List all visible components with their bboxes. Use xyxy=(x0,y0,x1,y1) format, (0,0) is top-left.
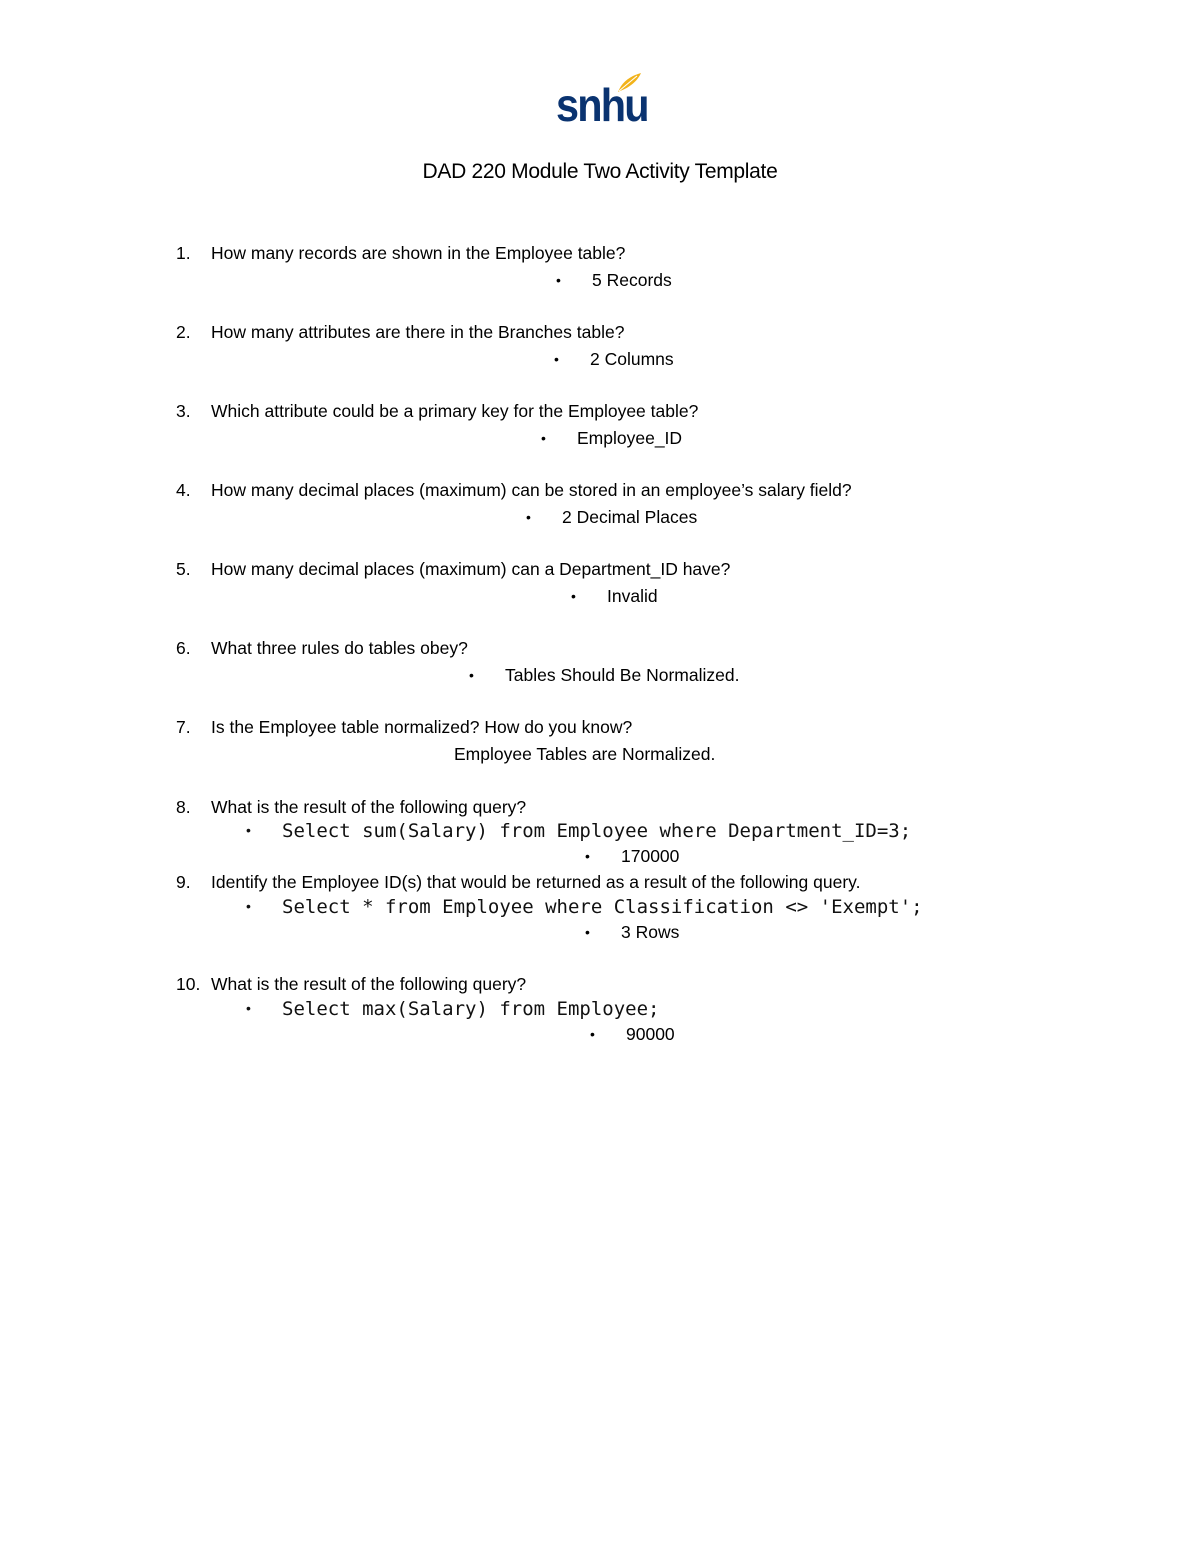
answer-6 xyxy=(469,664,739,686)
question-9 xyxy=(176,871,860,893)
question-2 xyxy=(176,321,624,343)
question-8 xyxy=(176,796,526,818)
question-number: 7. xyxy=(176,717,191,737)
bullet-icon: • xyxy=(571,588,576,604)
answer-2 xyxy=(554,348,674,370)
question-4 xyxy=(176,479,852,501)
query-10 xyxy=(246,996,660,1021)
answer-text: Invalid xyxy=(607,586,658,606)
question-number: 4. xyxy=(176,480,191,500)
question-text: How many attributes are there in the Branches table? xyxy=(211,322,625,342)
bullet-icon: • xyxy=(246,822,251,838)
answer-8 xyxy=(585,845,679,867)
question-number: 3. xyxy=(176,401,191,421)
question-text: What is the result of the following query? xyxy=(211,797,527,817)
question-text: What three rules do tables obey? xyxy=(211,638,468,658)
answer-7 xyxy=(454,743,715,765)
answer-3 xyxy=(541,427,682,449)
question-text: Identify the Employee ID(s) that would be returned as a result of the following query. xyxy=(211,872,861,892)
bullet-icon: • xyxy=(556,272,561,288)
bullet-icon: • xyxy=(585,848,590,864)
question-text: How many decimal places (maximum) can be stored in an employee’s salary field? xyxy=(211,480,852,500)
question-text: Is the Employee table normalized? How do you know? xyxy=(211,717,633,737)
answer-9 xyxy=(585,921,679,943)
bullet-icon: • xyxy=(469,667,474,683)
question-number: 9. xyxy=(176,872,191,892)
query-text: Select max(Salary) from Employee; xyxy=(282,998,660,1020)
question-number: 1. xyxy=(176,243,191,263)
snhu-logo xyxy=(556,72,648,134)
question-10 xyxy=(176,973,526,995)
answer-text: 170000 xyxy=(621,846,680,866)
question-6 xyxy=(176,637,468,659)
answer-1 xyxy=(556,269,672,291)
question-text: How many decimal places (maximum) can a Department_ID have? xyxy=(211,559,731,579)
question-number: 8. xyxy=(176,797,191,817)
answer-text: 2 Decimal Places xyxy=(562,507,698,527)
question-3 xyxy=(176,400,698,422)
answer-4 xyxy=(526,506,697,528)
answer-text: 5 Records xyxy=(592,270,672,290)
bullet-icon: • xyxy=(554,351,559,367)
answer-text: 90000 xyxy=(626,1024,675,1044)
document-title: DAD 220 Module Two Activity Template xyxy=(422,160,778,183)
answer-text: Tables Should Be Normalized. xyxy=(505,665,740,685)
bullet-icon: • xyxy=(590,1026,595,1042)
bullet-icon: • xyxy=(246,898,251,914)
question-text: Which attribute could be a primary key for the Employee table? xyxy=(211,401,699,421)
question-text: What is the result of the following query? xyxy=(211,974,527,994)
logo-text: snhu xyxy=(556,79,648,131)
question-5 xyxy=(176,558,730,580)
question-number: 5. xyxy=(176,559,191,579)
bullet-icon: • xyxy=(585,924,590,940)
question-text: How many records are shown in the Employee table? xyxy=(211,243,626,263)
question-1 xyxy=(176,242,625,264)
query-9 xyxy=(246,894,923,919)
question-7 xyxy=(176,716,632,738)
query-text: Select * from Employee where Classification <> 'Exempt'; xyxy=(282,896,923,918)
answer-text: Employee Tables are Normalized. xyxy=(454,744,716,764)
answer-text: 3 Rows xyxy=(621,922,680,942)
answer-text: Employee_ID xyxy=(577,428,683,448)
answer-text: 2 Columns xyxy=(590,349,674,369)
answer-10 xyxy=(590,1023,675,1045)
answer-5 xyxy=(571,585,658,607)
query-8 xyxy=(246,818,911,843)
question-number: 10. xyxy=(176,974,201,994)
bullet-icon: • xyxy=(541,430,546,446)
bullet-icon: • xyxy=(246,1000,251,1016)
question-number: 2. xyxy=(176,322,191,342)
bullet-icon: • xyxy=(526,509,531,525)
question-number: 6. xyxy=(176,638,191,658)
query-text: Select sum(Salary) from Employee where Department_ID=3; xyxy=(282,820,912,842)
